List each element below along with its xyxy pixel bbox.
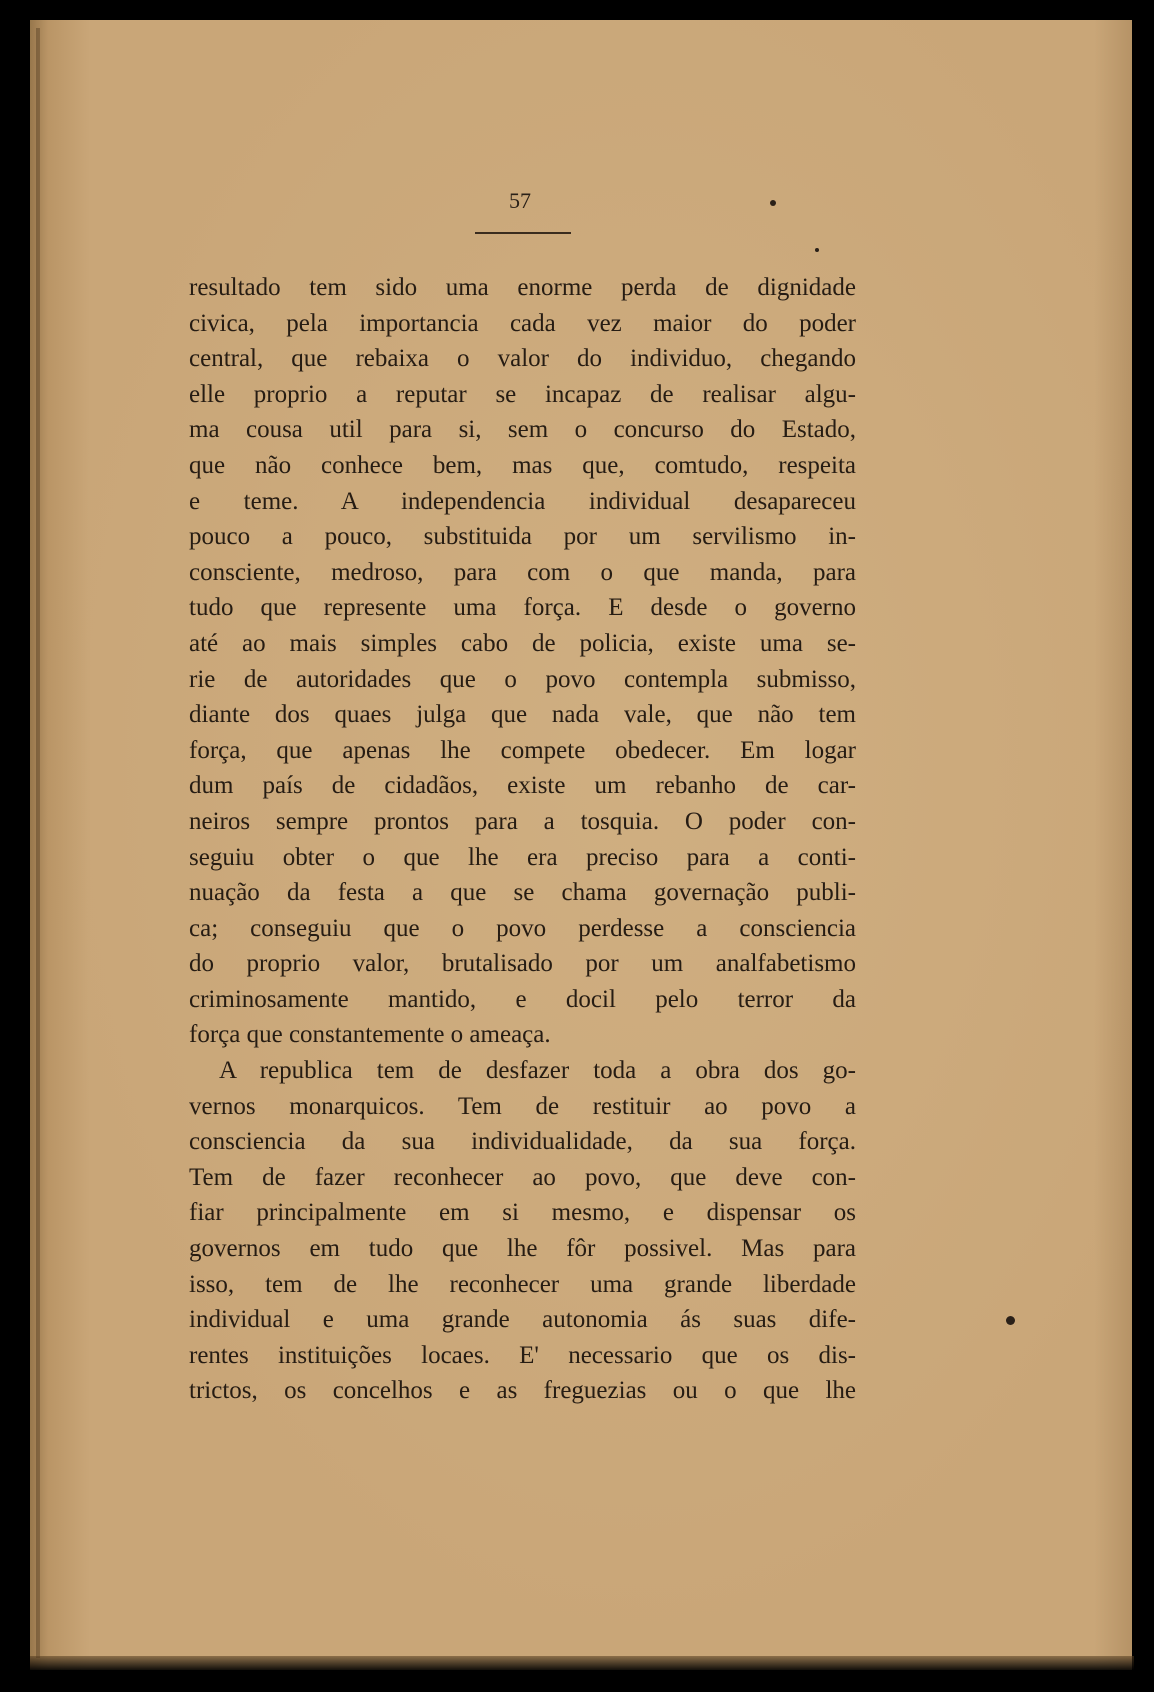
- text-line: consciencia da sua individualidade, da sua força.: [189, 1128, 856, 1156]
- text-line: central, que rebaixa o valor do individuo, chegando: [189, 345, 856, 373]
- text-line: civica, pela importancia cada vez maior do poder: [189, 309, 856, 337]
- text-line: nuação da festa a que se chama governação publi-: [189, 879, 856, 907]
- text-line: que não conhece bem, mas que, comtudo, respeita: [189, 451, 856, 479]
- text-line: consciente, medroso, para com o que manda, para: [189, 558, 856, 586]
- text-line: Tem de fazer reconhecer ao povo, que deve con-: [189, 1163, 856, 1191]
- text-line: e teme. A independencia individual desapareceu: [189, 487, 856, 515]
- text-line: do proprio valor, brutalisado por um analfabetismo: [189, 950, 856, 978]
- ink-speck: [770, 200, 776, 206]
- text-line: ca; conseguiu que o povo perdesse a consciencia: [189, 914, 856, 942]
- text-line: criminosamente mantido, e docil pelo terror da: [189, 985, 856, 1013]
- text-line: vernos monarquicos. Tem de restituir ao povo a: [189, 1092, 856, 1120]
- page-right-edge: [1132, 20, 1140, 1670]
- text-line: trictos, os concelhos e as freguezias ou o que lhe: [189, 1377, 856, 1405]
- text-line: força que constantemente o ameaça.: [189, 1021, 551, 1049]
- page-bottom-edge: [30, 1656, 1134, 1670]
- text-line: resultado tem sido uma enorme perda de dignidade: [189, 274, 856, 301]
- header-rule: [475, 232, 571, 234]
- binding-edge: [36, 28, 40, 1658]
- text-line: A republica tem de desfazer toda a obra dos go-: [219, 1057, 856, 1085]
- text-line: pouco a pouco, substituida por um servilismo in-: [189, 523, 856, 551]
- text-line: fiar principalmente em si mesmo, e dispensar os: [189, 1199, 856, 1227]
- ink-speck: [815, 248, 819, 252]
- text-line: dum país de cidadãos, existe um rebanho de car-: [189, 772, 856, 800]
- text-line: isso, tem de lhe reconhecer uma grande liberdade: [189, 1270, 856, 1298]
- text-line: diante dos quaes julga que nada vale, que não tem: [189, 701, 856, 729]
- text-line: rentes instituições locaes. E' necessario que os dis-: [189, 1341, 856, 1369]
- text-line: força, que apenas lhe compete obedecer. Em logar: [189, 736, 856, 764]
- ink-speck: [1006, 1316, 1015, 1325]
- text-line: até ao mais simples cabo de policia, existe uma se-: [189, 629, 856, 657]
- page-number: 57: [509, 188, 531, 213]
- text-line: governos em tudo que lhe fôr possivel. Mas para: [189, 1235, 856, 1263]
- text-line: ma cousa util para si, sem o concurso do Estado,: [189, 416, 856, 444]
- text-line: tudo que represente uma força. E desde o governo: [189, 594, 856, 622]
- text-line: rie de autoridades que o povo contempla submisso,: [189, 665, 856, 693]
- text-line: individual e uma grande autonomia ás suas dife-: [189, 1306, 856, 1334]
- text-line: seguiu obter o que lhe era preciso para a conti-: [189, 843, 856, 871]
- text-line: elle proprio a reputar se incapaz de realisar algu-: [189, 380, 856, 408]
- body-text: [189, 270, 856, 1409]
- text-line: neiros sempre prontos para a tosquia. O poder con-: [189, 807, 856, 835]
